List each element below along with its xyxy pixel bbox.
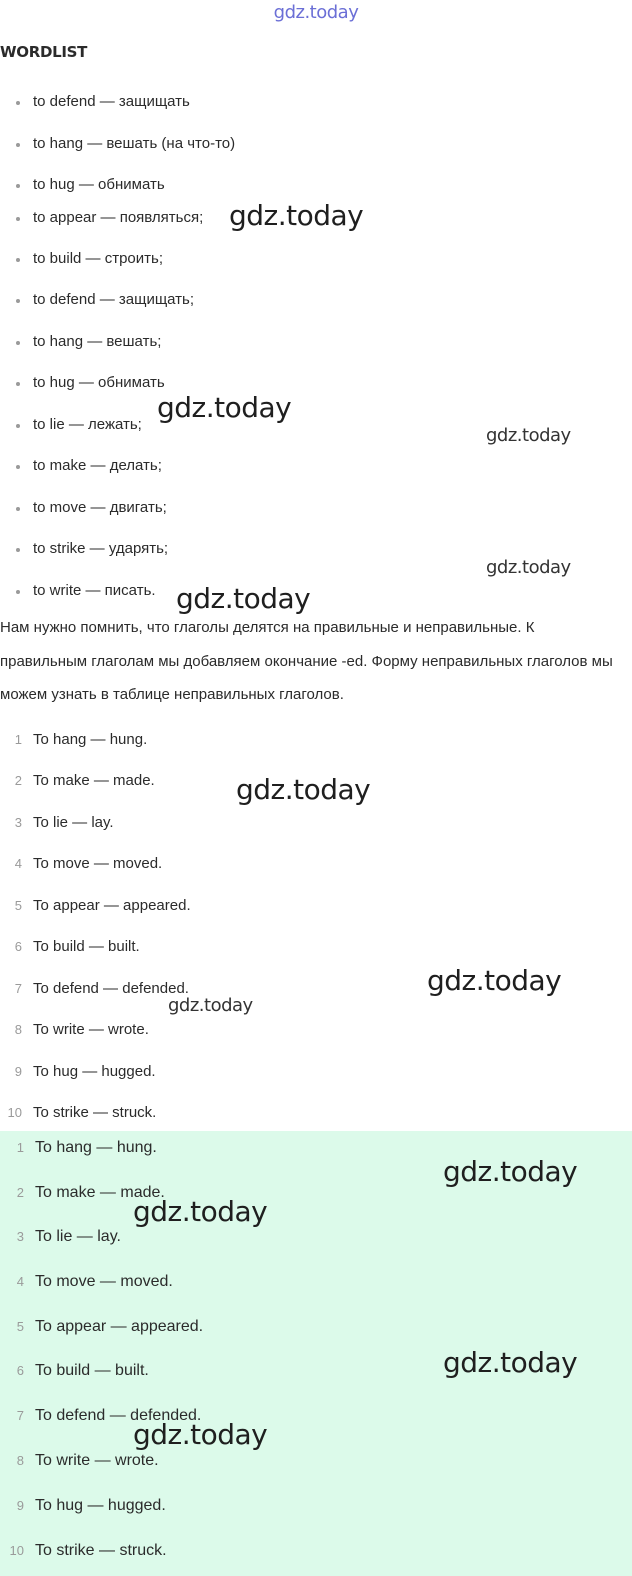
item-number: 3	[16, 1229, 24, 1244]
bullet-icon	[16, 299, 20, 303]
item-number: 3	[14, 815, 22, 830]
item-number: 1	[14, 732, 22, 747]
item-text: To make — made.	[35, 1184, 165, 1201]
item-number: 9	[14, 1064, 22, 1079]
watermark: gdz.today	[133, 1418, 268, 1451]
watermark: gdz.today	[176, 582, 311, 615]
watermark: gdz.today	[486, 425, 571, 446]
item-number: 10	[7, 1105, 22, 1120]
wordlist-item-text: to hug — обнимать	[33, 176, 165, 193]
watermark: gdz.today	[236, 773, 371, 806]
item-text: To write — wrote.	[33, 1021, 149, 1038]
bullet-icon	[16, 465, 20, 469]
item-text: To hang — hung.	[35, 1139, 157, 1156]
wordlist-item-text: to hug — обнимать	[33, 374, 165, 391]
wordlist-item-text: to lie — лежать;	[33, 416, 142, 433]
bullet-icon	[16, 341, 20, 345]
watermark: gdz.today	[229, 199, 364, 232]
item-number: 6	[16, 1363, 24, 1378]
watermark: gdz.today	[486, 557, 571, 578]
bullet-icon	[16, 590, 20, 594]
bullet-icon	[16, 143, 20, 147]
item-number: 6	[14, 939, 22, 954]
item-text: To hug — hugged.	[35, 1497, 166, 1514]
item-text: To move — moved.	[33, 855, 163, 872]
wordlist-item-text: to defend — защищать;	[33, 291, 195, 308]
item-text: To build — built.	[35, 1362, 149, 1379]
watermark: gdz.today	[157, 391, 292, 424]
bullet-icon	[16, 101, 20, 105]
item-text: To defend — defended.	[35, 1407, 202, 1424]
item-text: To make — made.	[33, 772, 155, 789]
item-text: To move — moved.	[35, 1273, 173, 1290]
item-text: To appear — appeared.	[33, 897, 191, 914]
item-number: 4	[16, 1274, 24, 1289]
item-text: To strike — struck.	[35, 1542, 167, 1559]
item-number: 5	[16, 1319, 24, 1334]
wordlist-item-text: to defend — защищать	[33, 93, 190, 110]
item-number: 5	[14, 898, 22, 913]
item-number: 10	[9, 1543, 24, 1558]
bullet-icon	[16, 548, 20, 552]
item-text: To hug — hugged.	[33, 1063, 156, 1080]
wordlist-item-text: to move — двигать;	[33, 499, 167, 516]
item-text: To build — built.	[33, 938, 140, 955]
bullet-icon	[16, 382, 20, 386]
item-text: To lie — lay.	[33, 814, 114, 831]
bullet-icon	[16, 424, 20, 428]
wordlist-item-text: to make — делать;	[33, 457, 162, 474]
item-number: 7	[16, 1408, 24, 1423]
item-number: 2	[16, 1185, 24, 1200]
wordlist-item-text: to build — строить;	[33, 250, 163, 267]
item-text: To strike — struck.	[33, 1104, 157, 1121]
item-number: 8	[16, 1453, 24, 1468]
item-number: 4	[14, 856, 22, 871]
wordlist-item-text: to strike — ударять;	[33, 540, 169, 557]
bullet-icon	[16, 258, 20, 262]
watermark: gdz.today	[427, 964, 562, 997]
item-number: 1	[16, 1140, 24, 1155]
site-logo[interactable]: gdz.today	[273, 2, 359, 23]
wordlist-item-text: to hang — вешать;	[33, 333, 162, 350]
wordlist-item-text: to write — писать.	[33, 582, 156, 599]
wordlist-item-text: to appear — появляться;	[33, 209, 204, 226]
item-text: To lie — lay.	[35, 1228, 121, 1245]
wordlist-item-text: to hang — вешать (на что-то)	[33, 135, 236, 152]
bullet-icon	[16, 184, 20, 188]
watermark: gdz.today	[443, 1155, 578, 1188]
explanation-paragraph: Нам нужно помнить, что глаголы делятся на правильные и неправильные. К правильным глаголам мы добавляем окончание -ed. Форму неправильных глаголов мы можем узнать в таблице неправильных глаголов.	[0, 619, 613, 703]
watermark: gdz.today	[443, 1346, 578, 1379]
item-text: To write — wrote.	[35, 1452, 159, 1469]
wordlist-heading: WORDLIST	[0, 43, 88, 61]
item-number: 8	[14, 1022, 22, 1037]
bullet-icon	[16, 507, 20, 511]
item-number: 7	[14, 981, 22, 996]
watermark: gdz.today	[133, 1195, 268, 1228]
item-text: To defend — defended.	[33, 980, 189, 997]
item-number: 9	[16, 1498, 24, 1513]
item-number: 2	[14, 773, 22, 788]
watermark: gdz.today	[168, 995, 253, 1016]
item-text: To hang — hung.	[33, 731, 148, 748]
item-text: To appear — appeared.	[35, 1318, 204, 1335]
bullet-icon	[16, 217, 20, 221]
